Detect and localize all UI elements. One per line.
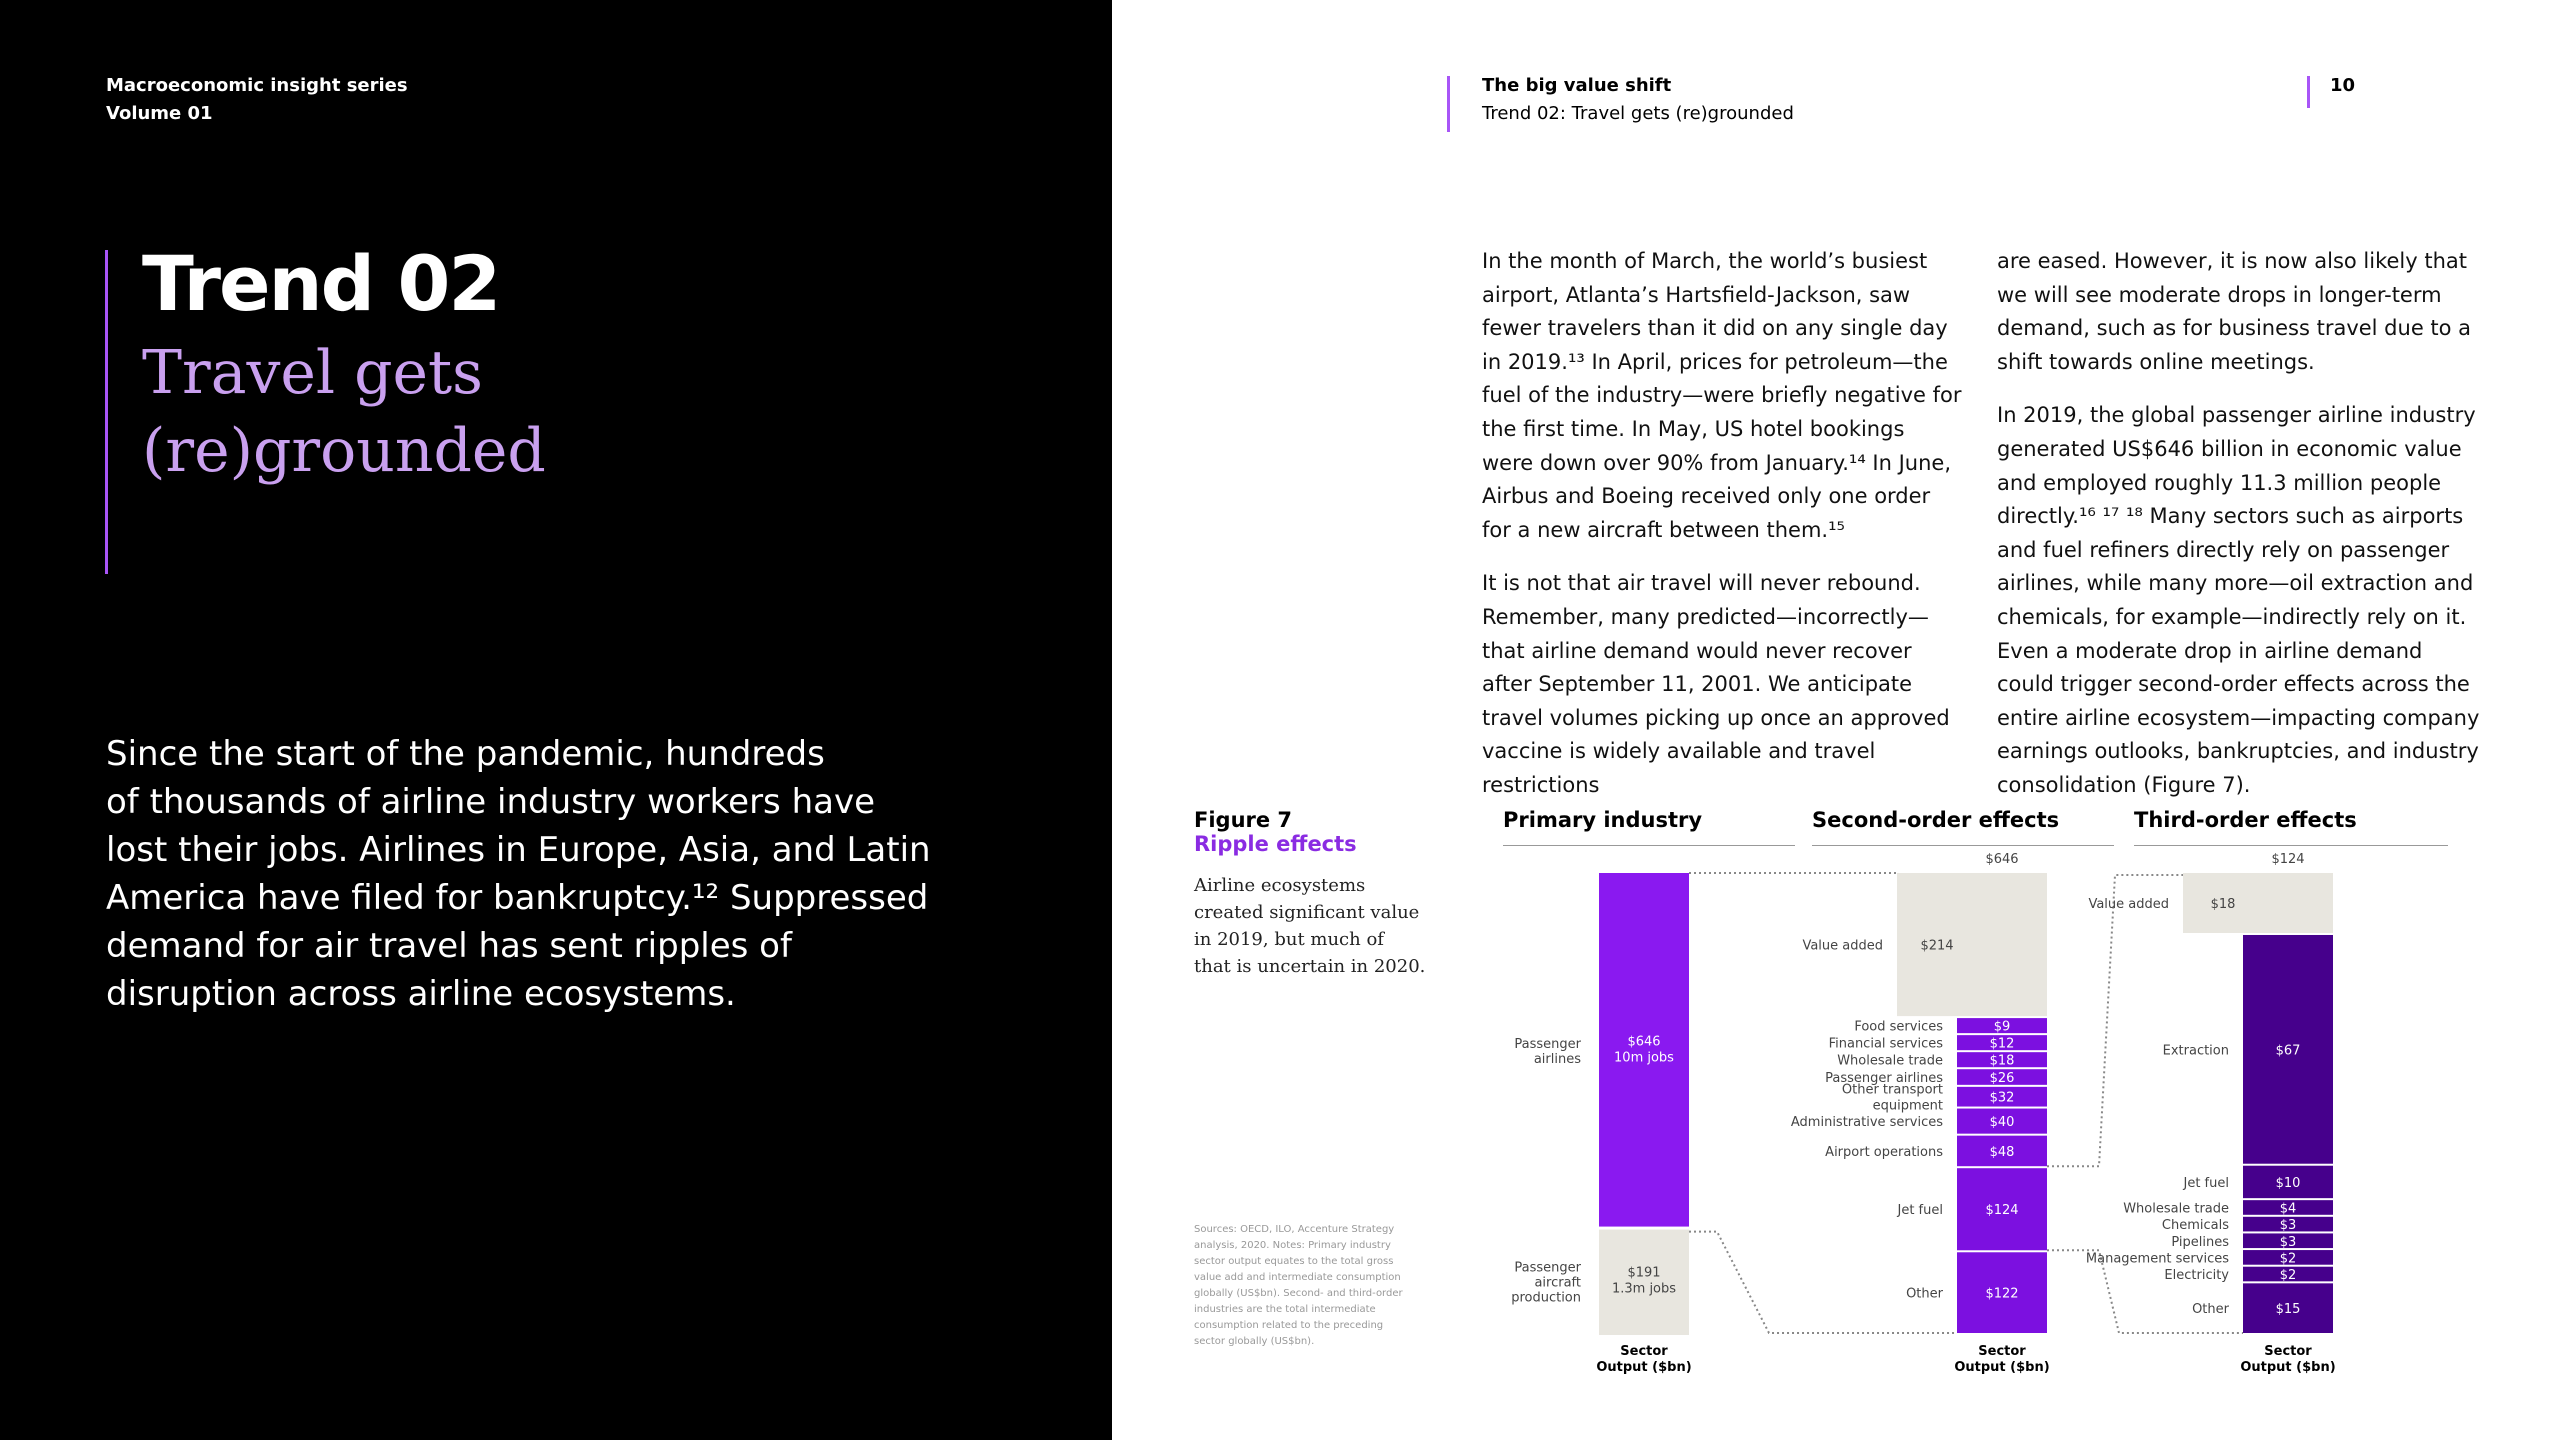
bar-value-label: $10 xyxy=(2275,1175,2301,1191)
bar-value-label: $48 xyxy=(1989,1144,2015,1160)
bar-value-label: $32 xyxy=(1989,1090,2015,1106)
axis-label: Sector xyxy=(1620,1344,1668,1359)
category-label: production xyxy=(1511,1290,1581,1306)
category-label: Passenger xyxy=(1514,1260,1581,1276)
category-label: Food services xyxy=(1854,1019,1943,1035)
bar-value-label: $214 xyxy=(1920,938,1954,954)
category-label: Electricity xyxy=(2164,1268,2229,1284)
column-head-primary: Primary industry xyxy=(1503,808,1703,832)
figure-label: Figure 7 xyxy=(1194,808,1293,832)
category-label: Financial services xyxy=(1828,1036,1943,1052)
bar-value-label: $15 xyxy=(2275,1302,2301,1318)
category-label: Value added xyxy=(2088,896,2169,912)
bar-value-label: $9 xyxy=(1993,1019,2011,1035)
figure-title: Ripple effects xyxy=(1194,832,1357,856)
body-paragraph: It is not that air travel will never rebound. Remember, many predicted—incorrectly—that airline demand would never recover after September 11, 2001. We anticipate travel volumes picking up once an approved vaccine is widely available and travel restrictions xyxy=(1482,571,1950,797)
figure-description: Airline ecosystems created significant value in 2019, but much of that is uncertain in 2020. xyxy=(1194,875,1426,977)
body-paragraph: are eased. However, it is now also likely that we will see moderate drops in longer-term demand, such as for business travel due to a shift towards online meetings. xyxy=(1997,249,2472,374)
bar-jobs-label: 1.3m jobs xyxy=(1611,1281,1677,1297)
bar-value-label: $3 xyxy=(2279,1218,2297,1234)
total-label: $124 xyxy=(2271,852,2305,867)
body-paragraph: In the month of March, the world’s busiest airport, Atlanta’s Hartsfield-Jackson, saw fewer travelers than it did on any single day in 2019.¹³ In April, prices for petroleum—the fuel of the industry—were briefly negative for the first time. In May, US hotel bookings were down over 90% from January.¹⁴ In June, Airbus and Boeing received only one order for a new aircraft between them.¹⁵ xyxy=(1482,249,1962,542)
intro-line: Since the start of the pandemic, hundreds xyxy=(106,734,825,774)
total-label: $646 xyxy=(1985,852,2019,867)
axis-label: Output ($bn) xyxy=(2240,1360,2336,1375)
category-label: Administrative services xyxy=(1790,1115,1943,1131)
bar-value-label: $191 xyxy=(1627,1265,1661,1281)
primary-column xyxy=(1511,873,1689,1335)
bar-segment xyxy=(2183,873,2333,933)
axis-label: Sector xyxy=(2264,1344,2312,1359)
category-label: Passenger xyxy=(1514,1036,1581,1052)
category-label: Management services xyxy=(2085,1251,2229,1267)
bar-value-label: $122 xyxy=(1985,1286,2019,1302)
intro-line: demand for air travel has sent ripples of xyxy=(106,926,792,966)
bar-value-label: $124 xyxy=(1985,1203,2019,1219)
series-label: Macroeconomic insight series xyxy=(106,75,408,96)
category-label: Other xyxy=(1906,1286,1943,1302)
category-label: Value added xyxy=(1802,938,1883,954)
header-title: The big value shift xyxy=(1482,75,1672,96)
bar-value-label: $67 xyxy=(2275,1043,2301,1059)
figure-sources: Sources: OECD, ILO, Accenture Strategy analysis, 2020. Notes: Primary industry sector output equates to the total gross value add and intermediate consumption globally (US$bn). Second- and third-order industries are the total intermediate consumption related to the preceding sector globally (US$bn). xyxy=(1194,1224,1403,1347)
axis-label: Sector xyxy=(1978,1344,2026,1359)
bar-value-label: $2 xyxy=(2279,1251,2297,1267)
bar-value-label: $3 xyxy=(2279,1234,2297,1250)
bar-value-label: $26 xyxy=(1989,1071,2015,1087)
axis-label: Output ($bn) xyxy=(1596,1360,1692,1375)
header-subtitle: Trend 02: Travel gets (re)grounded xyxy=(1482,103,1794,124)
axis-labels xyxy=(1596,1344,2335,1375)
connector-line xyxy=(1689,1232,1957,1333)
category-label: airlines xyxy=(1533,1051,1581,1067)
intro-line: of thousands of airline industry workers have xyxy=(106,782,876,822)
trend-subtitle-line1: Travel gets xyxy=(142,338,483,408)
category-label: Chemicals xyxy=(2161,1218,2229,1234)
category-label: Passenger airlines xyxy=(1825,1071,1943,1087)
bar-value-label: $2 xyxy=(2279,1268,2297,1284)
category-label: Jet fuel xyxy=(2183,1175,2229,1191)
category-label: Airport operations xyxy=(1825,1144,1943,1160)
category-label: Other transport xyxy=(1841,1082,1943,1098)
category-label: Extraction xyxy=(2162,1043,2229,1059)
trend-title: Trend 02 xyxy=(142,239,500,328)
bar-value-label: $646 xyxy=(1627,1034,1661,1050)
intro-line: lost their jobs. Airlines in Europe, Asia, and Latin xyxy=(106,830,931,870)
trend-subtitle-line2: (re)grounded xyxy=(142,416,546,486)
bar-value-label: $40 xyxy=(1989,1115,2015,1131)
third-order-column xyxy=(2086,852,2333,1333)
bar-value-label: $4 xyxy=(2279,1201,2297,1217)
category-label: Other xyxy=(2192,1302,2229,1318)
bar-value-label: $12 xyxy=(1989,1036,2015,1052)
connector-line xyxy=(2047,875,2183,1166)
axis-label: Output ($bn) xyxy=(1954,1360,2050,1375)
bar-value-label: $18 xyxy=(1989,1053,2015,1069)
second-order-column xyxy=(1791,852,2047,1333)
category-label: Pipelines xyxy=(2171,1234,2229,1250)
body-paragraph: In 2019, the global passenger airline industry generated US$646 billion in economic value and employed roughly 11.3 million people directly.¹⁶ ¹⁷ ¹⁸ Many sectors such as airports and fuel refiners directly rely on passenger airlines, while many more—oil extraction and chemicals, for example—indirectly rely on it. Even a moderate drop in airline demand could trigger second-order effects across the entire airline ecosystem—impacting company earnings outlooks, bankruptcies, and industry consolidation (Figure 7). xyxy=(1997,403,2480,797)
category-label: equipment xyxy=(1872,1098,1943,1114)
column-head-third: Third-order effects xyxy=(2134,808,2357,832)
column-head-second: Second-order effects xyxy=(1812,808,2060,832)
volume-label: Volume 01 xyxy=(106,103,213,124)
category-label: Jet fuel xyxy=(1897,1203,1943,1219)
page-number: 10 xyxy=(2330,75,2356,96)
category-label: Wholesale trade xyxy=(2123,1201,2229,1217)
intro-line: America have filed for bankruptcy.¹² Suppressed xyxy=(106,878,929,918)
intro-line: disruption across airline ecosystems. xyxy=(106,974,736,1014)
bar-value-label: $18 xyxy=(2210,896,2236,912)
category-label: Wholesale trade xyxy=(1837,1053,1943,1069)
category-label: aircraft xyxy=(1534,1275,1581,1291)
bar-jobs-label: 10m jobs xyxy=(1614,1050,1674,1066)
